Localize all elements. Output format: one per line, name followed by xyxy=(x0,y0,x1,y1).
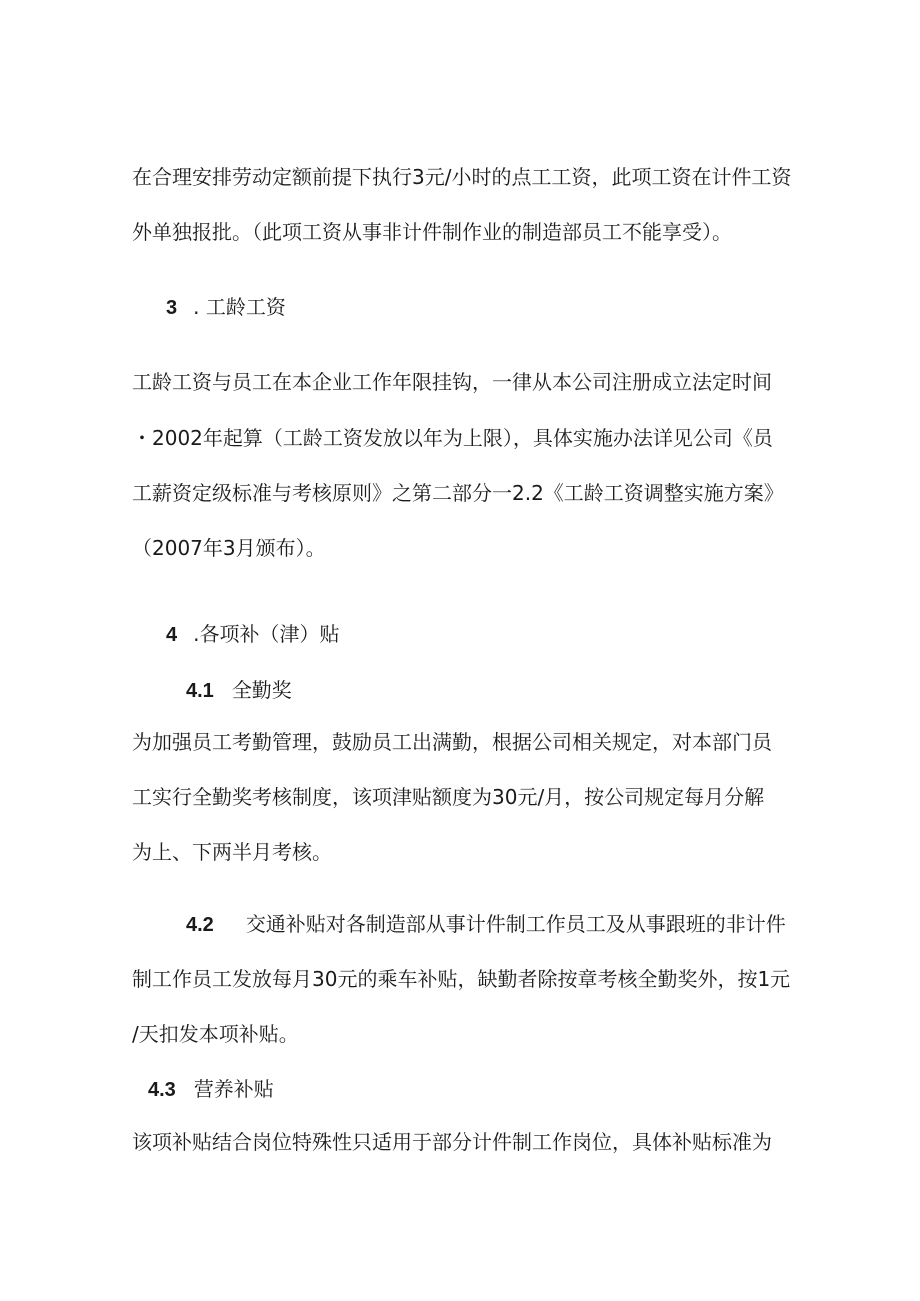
section-number: 4 xyxy=(166,624,178,646)
subsection-heading-4-3 xyxy=(148,1075,274,1103)
paragraph-line: 为加强员工考勤管理，鼓励员工出满勤，根据公司相关规定，对本部门员 xyxy=(132,730,772,754)
section-heading-4 xyxy=(166,620,339,648)
paragraph-line: 工实行全勤奖考核制度，该项津贴额度为30元/月，按公司规定每月分解 xyxy=(132,785,765,809)
paragraph-line: 外单独报批。（此项工资从事非计件制作业的制造部员工不能享受）。 xyxy=(132,220,732,244)
subsection-title: 全勤奖 xyxy=(231,678,292,702)
section-title: . 工龄工资 xyxy=(193,295,286,319)
subsection-4-2-line xyxy=(186,910,786,938)
paragraph-line: ・2002年起算（工龄工资发放以年为上限），具体实施办法详见公司《员 xyxy=(132,426,773,450)
paragraph-line: 该项补贴结合岗位特殊性只适用于部分计件制工作岗位，具体补贴标准为 xyxy=(132,1130,772,1154)
subsection-number: 4.1 xyxy=(186,680,214,702)
paragraph-line: 工薪资定级标准与考核原则》之第二部分一2.2《工龄工资调整实施方案》 xyxy=(132,481,784,505)
paragraph-line: （2007年3月颁布）。 xyxy=(132,536,326,560)
paragraph-line: 制工作员工发放每月30元的乘车补贴，缺勤者除按章考核全勤奖外，按1元 xyxy=(132,967,791,991)
section-heading-3 xyxy=(166,293,286,321)
subsection-number: 4.2 xyxy=(186,914,214,936)
paragraph-line: 为上、下两半月考核。 xyxy=(132,840,332,864)
paragraph-line: 工龄工资与员工在本企业工作年限挂钩，一律从本公司注册成立法定时间 xyxy=(132,370,772,394)
section-number: 3 xyxy=(166,297,178,319)
subsection-text: 交通补贴对各制造部从事计件制工作员工及从事跟班的非计件 xyxy=(245,912,786,936)
subsection-number: 4.3 xyxy=(148,1079,176,1101)
paragraph-line: /天扣发本项补贴。 xyxy=(132,1022,299,1046)
section-title: .各项补（津）贴 xyxy=(193,622,340,646)
subsection-heading-4-1 xyxy=(186,676,292,704)
subsection-title: 营养补贴 xyxy=(193,1077,274,1101)
paragraph-line: 在合理安排劳动定额前提下执行3元/小时的点工工资，此项工资在计件工资 xyxy=(132,165,792,189)
